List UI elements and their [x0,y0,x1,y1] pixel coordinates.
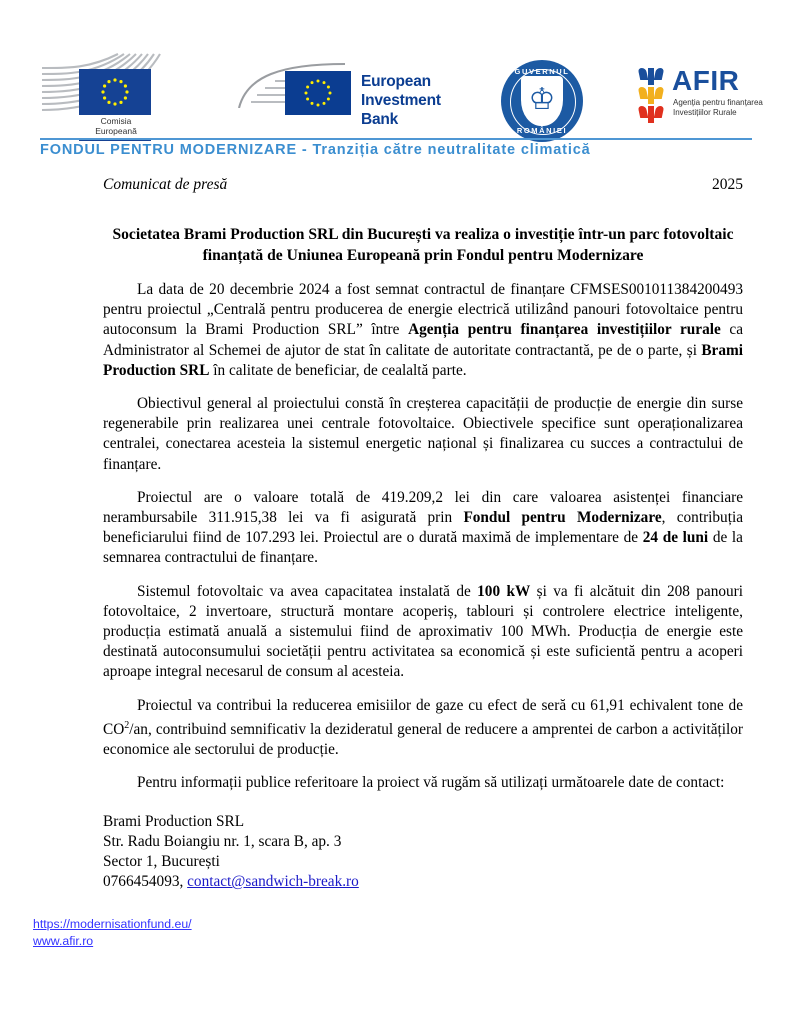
afir-tagline-line1: Agenția pentru finanțarea [673,98,763,107]
document-body [103,176,743,892]
page-title: Societatea Brami Production SRL din București va realiza o investiție într-un parc fotovoltaic finanțată de Uniunea Europeană prin Fondul pentru Modernizare [112,226,734,264]
afir-tagline-line2: Investițiilor Rurale [673,108,737,117]
eu-stars [303,78,333,108]
p4-bold-capacity: 100 kW [477,582,531,600]
eu-stars [100,77,130,107]
p5-segment-2: /an, contribuind semnificativ la dezideratul general de reducere a amprentei de carbon a activităților economice ale sectorului de producție. [103,720,743,759]
footer-links [33,916,192,950]
eu-flag-icon [285,71,351,115]
co2-subscript: 2 [124,719,130,731]
eib-wordmark [361,72,469,129]
afir-wheat-segment-yellow [637,87,665,104]
contact-phone: 0766454093, [103,873,188,891]
p3-bold-duration: 24 de luni [642,529,709,547]
afir-wheat-segment-blue [637,68,665,85]
p3-bold-fund: Fondul pentru Modernizare [463,509,662,527]
p6-segment-1: Pentru informații publice referitoare la proiect vă rugăm să utilizați următoarele date de contact: [137,774,725,792]
eib-wordmark-line2: Investment Bank [361,92,441,128]
paragraph-contact-intro [103,773,743,793]
contact-city: Sector 1, București [103,852,220,870]
p3-segment-3: de la semnarea contractului de finanțare. [103,529,743,567]
p3-segment-2: , contribuția beneficiarului fiind de 107.293 lei. Proiectul are o durată maximă de implementare de [103,509,743,547]
logo-header-row [0,26,791,136]
p2-segment-1: Obiectivul general al proiectului constă în creșterea capacității de producție de energie din surse regenerabile prin realizarea unei centrale fotovoltaice. Obiectivele specifice sunt operaționalizarea centralei, conectarea acesteia la sistemul energetic național și finalizarea cu succes a contractului de finanțare. [103,395,743,473]
p3-segment-1: Proiectul are o valoare totală de 419.209,2 lei din care valoarea asistenței financiare nerambursabile 311.915,38 lei va fi asigurată prin [103,488,743,527]
afir-tagline [673,98,773,118]
paragraph-financials [103,488,743,569]
contact-company: Brami Production SRL [103,812,245,830]
p1-segment-2: ca Administrator al Schemei de ajutor de stat în calitate de autoritate contractantă, pe de o parte, și [103,321,744,359]
ec-caption [79,116,153,136]
banner-top-rule [40,138,752,140]
paragraph-objectives [103,394,743,475]
p1-segment-3: în calitate de beneficiar, de cealaltă parte. [209,361,467,379]
european-commission-logo [42,52,217,136]
paragraph-emissions [103,696,743,761]
p1-segment-1: La data de 20 decembrie 2024 a fost semnat contractul de finanțare CFMSES001011384200493 pentru proiectul „Centrală pentru producerea de energie electrică utilizând panouri fotovoltaice pentru autoconsum la Brami Production SRL” între [103,281,743,339]
footer-link-afir[interactable]: www.afir.ro [33,934,94,948]
seal-label-bottom: ROMÂNIEI [516,126,568,135]
seal-disc [501,60,583,142]
eib-wordmark-line1: European [361,73,431,90]
p1-bold-agency: Agenția pentru finanțarea investițiilor rurale [408,321,721,339]
document-type-label: Comunicat de presă [103,176,228,193]
paragraph-contract-signing [103,280,743,381]
document-meta-row [103,176,743,194]
programme-banner-title: FONDUL PENTRU MODERNIZARE - Tranziția către neutralitate climatică [40,142,591,158]
paragraph-technical-specs [103,582,743,683]
seal-label-top: GUVERNUL [514,67,570,76]
contact-details-block [103,812,743,893]
document-year: 2025 [712,176,743,193]
guvernul-romaniei-seal [495,58,591,150]
contact-email-link[interactable]: contact@sandwich-break.ro [187,873,359,891]
eu-flag-icon [79,69,151,115]
european-investment-bank-logo [237,62,469,128]
p4-segment-2: și va fi alcătuit din 208 panouri fotovoltaice, 2 invertoare, structură montare acoperiș, tablouri și controlere electrice inteligente, producția estimată anuală a sistemului fiind de aproximativ 100 MWh. Producția de energie este destinată autoconsumului societății pentru activitatea sa economică și este suficientă pentru a acoperi aproape integral necesarul de consum al acesteia. [103,582,744,681]
p1-bold-beneficiary: Brami Production SRL [103,341,743,379]
afir-logo [634,66,764,134]
p5-segment-1: Proiectul va contribui la reducerea emisiilor de gaze cu efect de seră cu 61,91 echivalent tone de CO [103,696,743,738]
eagle-icon: ♔ [528,83,556,116]
p4-segment-1: Sistemul fotovoltaic va avea capacitatea instalată de [137,582,478,600]
afir-wheat-icon [634,68,668,128]
contact-street: Str. Radu Boiangiu nr. 1, scara B, ap. 3 [103,832,342,850]
ec-caption-line2: Europeană [95,126,137,136]
afir-wheat-segment-red [637,106,665,123]
footer-link-modernisation-fund[interactable]: https://modernisationfund.eu/ [33,917,192,931]
contact-phone-email-line [103,872,743,892]
afir-wordmark: AFIR [672,65,740,96]
ec-caption-line1: Comisia [100,116,132,126]
